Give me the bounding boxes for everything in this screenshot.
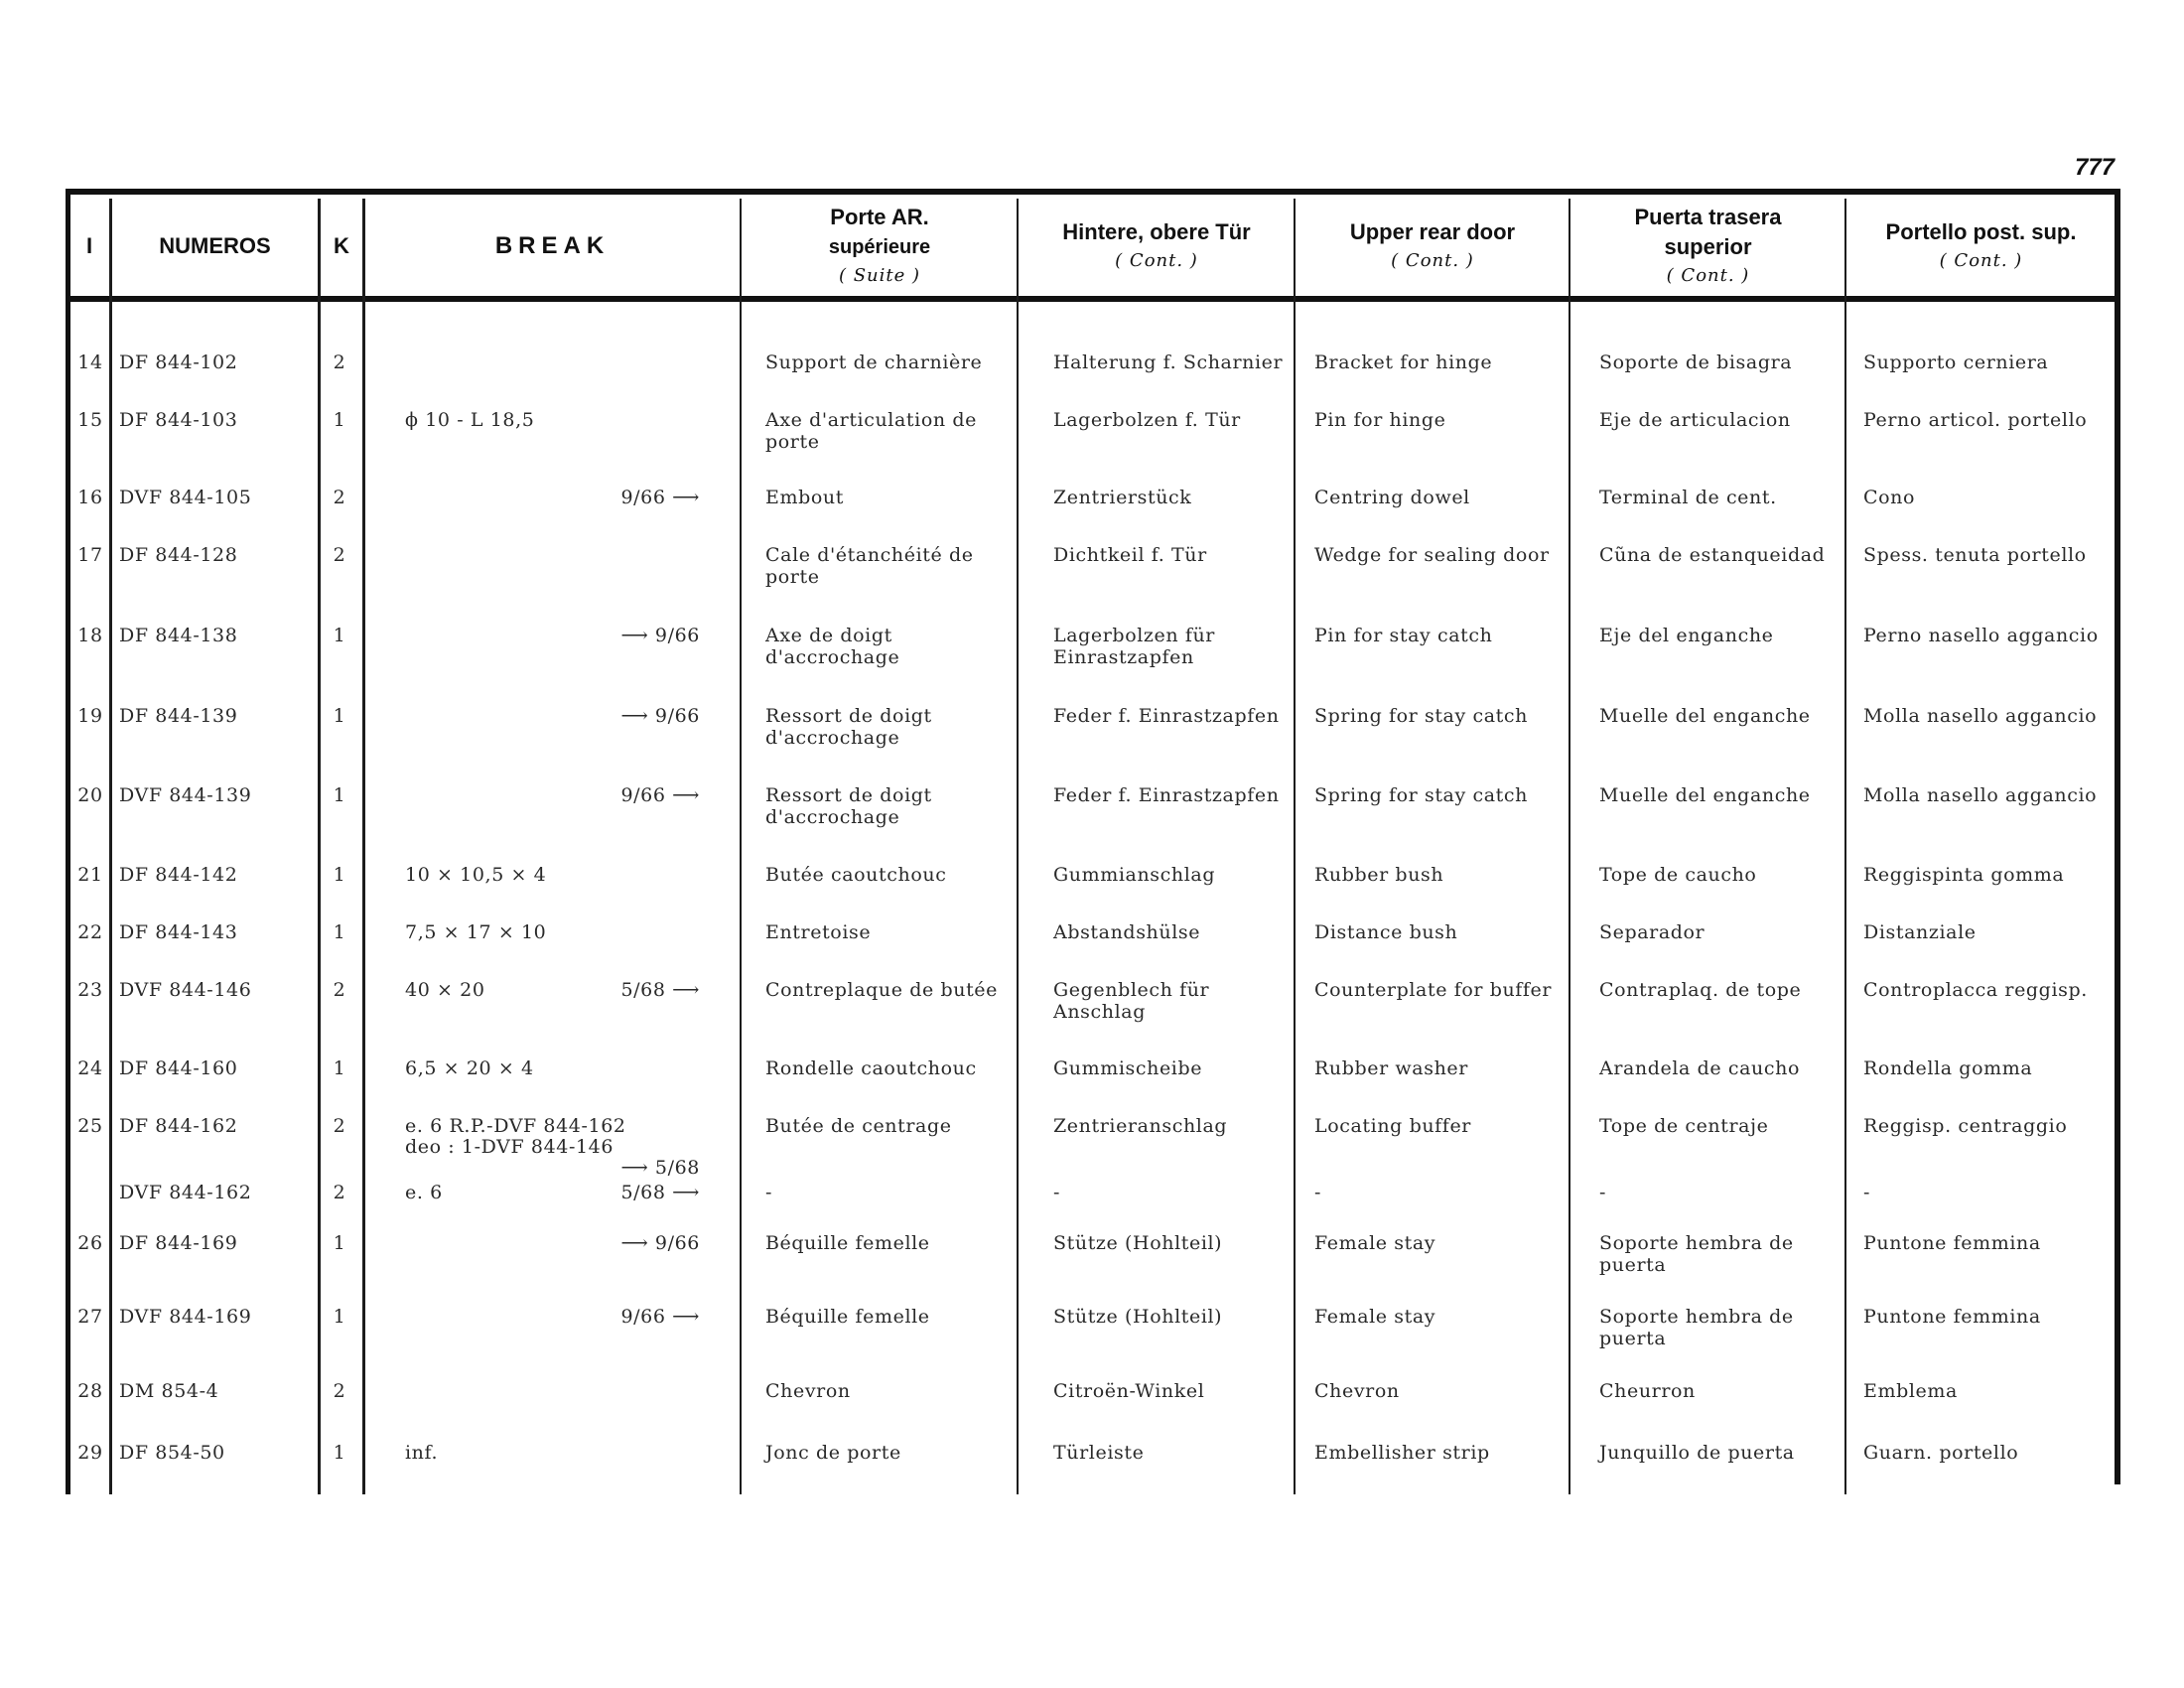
column-divider bbox=[318, 199, 321, 1494]
row-part-number: DF 844-128 bbox=[119, 544, 238, 566]
column-divider bbox=[1017, 199, 1019, 1494]
header-fr bbox=[743, 199, 1017, 294]
header-es bbox=[1571, 199, 1844, 294]
row-desc-it: Emblema bbox=[1863, 1380, 1958, 1402]
row-desc-fr: Butée de centrage bbox=[765, 1115, 952, 1137]
row-break-date: 9/66 ⟶ bbox=[620, 784, 700, 806]
row-desc-fr: Béquille femelle bbox=[765, 1232, 930, 1254]
row-desc-en: Locating buffer bbox=[1314, 1115, 1471, 1137]
row-desc-fr: Béquille femelle bbox=[765, 1306, 930, 1328]
row-break-spec: e. 6 R.P.-DVF 844-162 bbox=[405, 1115, 626, 1137]
header-it-line2: ( Cont. ) bbox=[1939, 250, 2023, 271]
row-break-spec: ϕ 10 - L 18,5 bbox=[405, 409, 535, 431]
row-desc-en: Centring dowel bbox=[1314, 487, 1470, 508]
column-divider bbox=[1294, 199, 1296, 1494]
row-quantity: 1 bbox=[333, 1057, 346, 1079]
row-desc-es: Muelle del enganche bbox=[1599, 784, 1811, 806]
row-desc-es: Soporte hembra de puerta bbox=[1599, 1232, 1794, 1276]
row-desc-fr: Axe de doigt d'accrochage bbox=[765, 625, 900, 668]
row-position: 27 bbox=[77, 1306, 103, 1328]
row-position: 23 bbox=[77, 979, 103, 1001]
row-quantity: 1 bbox=[333, 864, 346, 886]
row-desc-en: Rubber bush bbox=[1314, 864, 1444, 886]
row-desc-en: Counterplate for buffer bbox=[1314, 979, 1553, 1001]
row-desc-es: Soporte de bisagra bbox=[1599, 352, 1793, 373]
row-quantity: 1 bbox=[333, 1232, 346, 1254]
row-break-date: 5/68 ⟶ bbox=[620, 1182, 700, 1203]
row-quantity: 2 bbox=[333, 544, 346, 566]
header-k-label: K bbox=[334, 233, 349, 258]
row-desc-fr: Axe d'articulation de porte bbox=[765, 409, 977, 453]
row-quantity: 2 bbox=[333, 1115, 346, 1137]
row-desc-de: Feder f. Einrastzapfen bbox=[1053, 705, 1280, 727]
header-numeros-label: NUMEROS bbox=[159, 233, 271, 258]
row-desc-de: Türleiste bbox=[1053, 1442, 1145, 1464]
row-desc-es: Muelle del enganche bbox=[1599, 705, 1811, 727]
row-part-number: DF 844-142 bbox=[119, 864, 238, 886]
row-quantity: 1 bbox=[333, 1306, 346, 1328]
row-desc-fr: Jonc de porte bbox=[765, 1442, 901, 1464]
row-desc-en: Pin for stay catch bbox=[1314, 625, 1493, 646]
header-de-line2: ( Cont. ) bbox=[1115, 250, 1198, 271]
row-desc-de: Citroën-Winkel bbox=[1053, 1380, 1205, 1402]
row-part-number: DF 844-138 bbox=[119, 625, 238, 646]
header-break-label: BREAK bbox=[494, 232, 611, 259]
row-break-spec: 6,5 × 20 × 4 bbox=[405, 1057, 534, 1079]
header-fr-line3: ( Suite ) bbox=[838, 265, 921, 286]
row-break-spec: inf. bbox=[405, 1442, 439, 1464]
row-position: 17 bbox=[77, 544, 103, 566]
row-quantity: 2 bbox=[333, 979, 346, 1001]
row-quantity: 1 bbox=[333, 625, 346, 646]
header-de-line1: Hintere, obere Tür bbox=[1062, 219, 1251, 244]
row-position: 15 bbox=[77, 409, 103, 431]
row-desc-it: Molla nasello aggancio bbox=[1863, 784, 2098, 806]
row-desc-it: Rondella gomma bbox=[1863, 1057, 2033, 1079]
row-desc-it: Spess. tenuta portello bbox=[1863, 544, 2087, 566]
row-desc-es: Eje del enganche bbox=[1599, 625, 1774, 646]
header-separator bbox=[66, 296, 2120, 302]
row-break-date: 9/66 ⟶ bbox=[620, 487, 700, 508]
row-desc-it: Cono bbox=[1863, 487, 1916, 508]
row-desc-de: Lagerbolzen für Einrastzapfen bbox=[1053, 625, 1215, 668]
row-break-date: ⟶ 9/66 bbox=[620, 625, 700, 646]
row-desc-it: Controplacca reggisp. bbox=[1863, 979, 2088, 1001]
header-es-line2: superior bbox=[1664, 234, 1752, 259]
row-desc-es: Terminal de cent. bbox=[1599, 487, 1777, 508]
row-break-date: ⟶ 9/66 bbox=[620, 705, 700, 727]
row-position: 28 bbox=[77, 1380, 103, 1402]
header-k bbox=[321, 199, 362, 294]
table-frame-right bbox=[2115, 189, 2120, 1484]
row-desc-en: Spring for stay catch bbox=[1314, 705, 1528, 727]
row-part-number: DF 844-160 bbox=[119, 1057, 238, 1079]
header-break bbox=[365, 199, 740, 294]
row-break-date: 5/68 ⟶ bbox=[620, 979, 700, 1001]
row-desc-en: Embellisher strip bbox=[1314, 1442, 1490, 1464]
row-desc-it: Puntone femmina bbox=[1863, 1306, 2041, 1328]
row-desc-de: Gegenblech für Anschlag bbox=[1053, 979, 1210, 1023]
row-desc-de: Zentrieranschlag bbox=[1053, 1115, 1228, 1137]
row-desc-it: Perno nasello aggancio bbox=[1863, 625, 2099, 646]
row-position: 20 bbox=[77, 784, 103, 806]
row-quantity: 1 bbox=[333, 921, 346, 943]
row-break-date: ⟶ 5/68 bbox=[620, 1157, 700, 1179]
column-divider bbox=[1844, 199, 1846, 1494]
row-quantity: 1 bbox=[333, 705, 346, 727]
column-divider bbox=[362, 199, 365, 1494]
row-position: 19 bbox=[77, 705, 103, 727]
row-desc-de: Dichtkeil f. Tür bbox=[1053, 544, 1207, 566]
row-desc-es: Arandela de caucho bbox=[1599, 1057, 1800, 1079]
row-desc-it: Puntone femmina bbox=[1863, 1232, 2041, 1254]
row-break-date: 9/66 ⟶ bbox=[620, 1306, 700, 1328]
header-it bbox=[1847, 199, 2115, 294]
row-desc-de: Zentrierstück bbox=[1053, 487, 1192, 508]
row-desc-de: Abstandshülse bbox=[1053, 921, 1201, 943]
row-position: 18 bbox=[77, 625, 103, 646]
row-break-spec-line2: deo : 1-DVF 844-146 bbox=[405, 1136, 614, 1158]
row-part-number: DVF 844-169 bbox=[119, 1306, 252, 1328]
row-break-spec: e. 6 bbox=[405, 1182, 443, 1203]
row-desc-en: Pin for hinge bbox=[1314, 409, 1446, 431]
column-divider bbox=[740, 199, 742, 1494]
row-desc-de: Halterung f. Scharnier bbox=[1053, 352, 1284, 373]
row-part-number: DM 854-4 bbox=[119, 1380, 219, 1402]
row-desc-es: Separador bbox=[1599, 921, 1706, 943]
row-part-number: DF 844-102 bbox=[119, 352, 238, 373]
header-pos-label: I bbox=[85, 233, 93, 258]
row-desc-de: Gummischeibe bbox=[1053, 1057, 1203, 1079]
row-position: 16 bbox=[77, 487, 103, 508]
row-desc-en: Spring for stay catch bbox=[1314, 784, 1528, 806]
row-desc-es: Cũna de estanqueidad bbox=[1599, 544, 1826, 566]
row-desc-es: Contraplaq. de tope bbox=[1599, 979, 1802, 1001]
row-desc-fr: Ressort de doigt d'accrochage bbox=[765, 784, 932, 828]
row-position: 24 bbox=[77, 1057, 103, 1079]
row-desc-en: - bbox=[1314, 1182, 1322, 1203]
row-desc-fr: Support de charnière bbox=[765, 352, 983, 373]
row-desc-de: Stütze (Hohlteil) bbox=[1053, 1306, 1223, 1328]
row-desc-it: Distanziale bbox=[1863, 921, 1977, 943]
row-desc-fr: Butée caoutchouc bbox=[765, 864, 947, 886]
row-position: 29 bbox=[77, 1442, 103, 1464]
row-desc-de: Feder f. Einrastzapfen bbox=[1053, 784, 1280, 806]
row-part-number: DVF 844-162 bbox=[119, 1182, 252, 1203]
row-position: 22 bbox=[77, 921, 103, 943]
row-desc-es: Tope de centraje bbox=[1599, 1115, 1769, 1137]
row-desc-en: Female stay bbox=[1314, 1306, 1436, 1328]
row-part-number: DF 844-169 bbox=[119, 1232, 238, 1254]
header-en bbox=[1297, 199, 1569, 294]
row-part-number: DVF 844-139 bbox=[119, 784, 252, 806]
page-number: 777 bbox=[2074, 154, 2116, 181]
header-de bbox=[1020, 199, 1294, 294]
row-desc-en: Bracket for hinge bbox=[1314, 352, 1493, 373]
table-frame-left bbox=[66, 189, 70, 1494]
row-desc-it: Supporto cerniera bbox=[1863, 352, 2049, 373]
row-position: 21 bbox=[77, 864, 103, 886]
header-fr-line2: supérieure bbox=[828, 236, 931, 258]
row-desc-en: Chevron bbox=[1314, 1380, 1400, 1402]
row-desc-es: Tope de caucho bbox=[1599, 864, 1757, 886]
row-part-number: DF 844-103 bbox=[119, 409, 238, 431]
row-desc-de: - bbox=[1053, 1182, 1061, 1203]
row-desc-en: Wedge for sealing door bbox=[1314, 544, 1550, 566]
row-part-number: DF 844-162 bbox=[119, 1115, 238, 1137]
header-pos bbox=[69, 199, 109, 294]
row-quantity: 1 bbox=[333, 409, 346, 431]
column-divider bbox=[109, 199, 112, 1494]
row-part-number: DF 854-50 bbox=[119, 1442, 225, 1464]
row-desc-it: Reggispinta gomma bbox=[1863, 864, 2065, 886]
row-desc-es: Cheurron bbox=[1599, 1380, 1696, 1402]
row-desc-it: Reggisp. centraggio bbox=[1863, 1115, 2068, 1137]
row-quantity: 1 bbox=[333, 784, 346, 806]
row-quantity: 1 bbox=[333, 1442, 346, 1464]
header-en-line2: ( Cont. ) bbox=[1391, 250, 1474, 271]
row-desc-it: Guarn. portello bbox=[1863, 1442, 2019, 1464]
row-desc-en: Distance bush bbox=[1314, 921, 1458, 943]
row-desc-es: Junquillo de puerta bbox=[1599, 1442, 1795, 1464]
header-numeros bbox=[112, 199, 318, 294]
table-frame-top bbox=[66, 189, 2120, 195]
row-position: 26 bbox=[77, 1232, 103, 1254]
row-position: 25 bbox=[77, 1115, 103, 1137]
row-desc-fr: Chevron bbox=[765, 1380, 851, 1402]
row-desc-es: Soporte hembra de puerta bbox=[1599, 1306, 1794, 1349]
header-en-line1: Upper rear door bbox=[1349, 219, 1516, 244]
row-break-spec: 40 × 20 bbox=[405, 979, 485, 1001]
row-desc-it: Molla nasello aggancio bbox=[1863, 705, 2098, 727]
row-part-number: DVF 844-146 bbox=[119, 979, 252, 1001]
row-break-spec: 7,5 × 17 × 10 bbox=[405, 921, 547, 943]
row-quantity: 2 bbox=[333, 1182, 346, 1203]
row-quantity: 2 bbox=[333, 352, 346, 373]
header-it-line1: Portello post. sup. bbox=[1885, 219, 2077, 244]
row-desc-fr: Cale d'étanchéité de porte bbox=[765, 544, 974, 588]
row-desc-en: Female stay bbox=[1314, 1232, 1436, 1254]
row-part-number: DVF 844-105 bbox=[119, 487, 252, 508]
row-desc-de: Gummianschlag bbox=[1053, 864, 1216, 886]
row-desc-fr: Ressort de doigt d'accrochage bbox=[765, 705, 932, 749]
row-desc-en: Rubber washer bbox=[1314, 1057, 1468, 1079]
row-desc-es: - bbox=[1599, 1182, 1607, 1203]
row-desc-fr: Embout bbox=[765, 487, 844, 508]
row-desc-fr: - bbox=[765, 1182, 773, 1203]
header-es-line1: Puerta trasera bbox=[1634, 205, 1782, 229]
row-desc-it: Perno articol. portello bbox=[1863, 409, 2088, 431]
row-desc-fr: Contreplaque de butée bbox=[765, 979, 998, 1001]
row-break-date: ⟶ 9/66 bbox=[620, 1232, 700, 1254]
column-divider bbox=[1569, 199, 1570, 1494]
row-desc-fr: Entretoise bbox=[765, 921, 872, 943]
header-fr-line1: Porte AR. bbox=[830, 205, 929, 229]
row-desc-es: Eje de articulacion bbox=[1599, 409, 1791, 431]
row-desc-de: Stütze (Hohlteil) bbox=[1053, 1232, 1223, 1254]
row-break-spec: 10 × 10,5 × 4 bbox=[405, 864, 547, 886]
row-desc-fr: Rondelle caoutchouc bbox=[765, 1057, 977, 1079]
row-part-number: DF 844-139 bbox=[119, 705, 238, 727]
row-quantity: 2 bbox=[333, 487, 346, 508]
row-quantity: 2 bbox=[333, 1380, 346, 1402]
row-desc-it: - bbox=[1863, 1182, 1871, 1203]
row-part-number: DF 844-143 bbox=[119, 921, 238, 943]
row-desc-de: Lagerbolzen f. Tür bbox=[1053, 409, 1241, 431]
row-position: 14 bbox=[77, 352, 103, 373]
header-es-line3: ( Cont. ) bbox=[1666, 265, 1750, 286]
